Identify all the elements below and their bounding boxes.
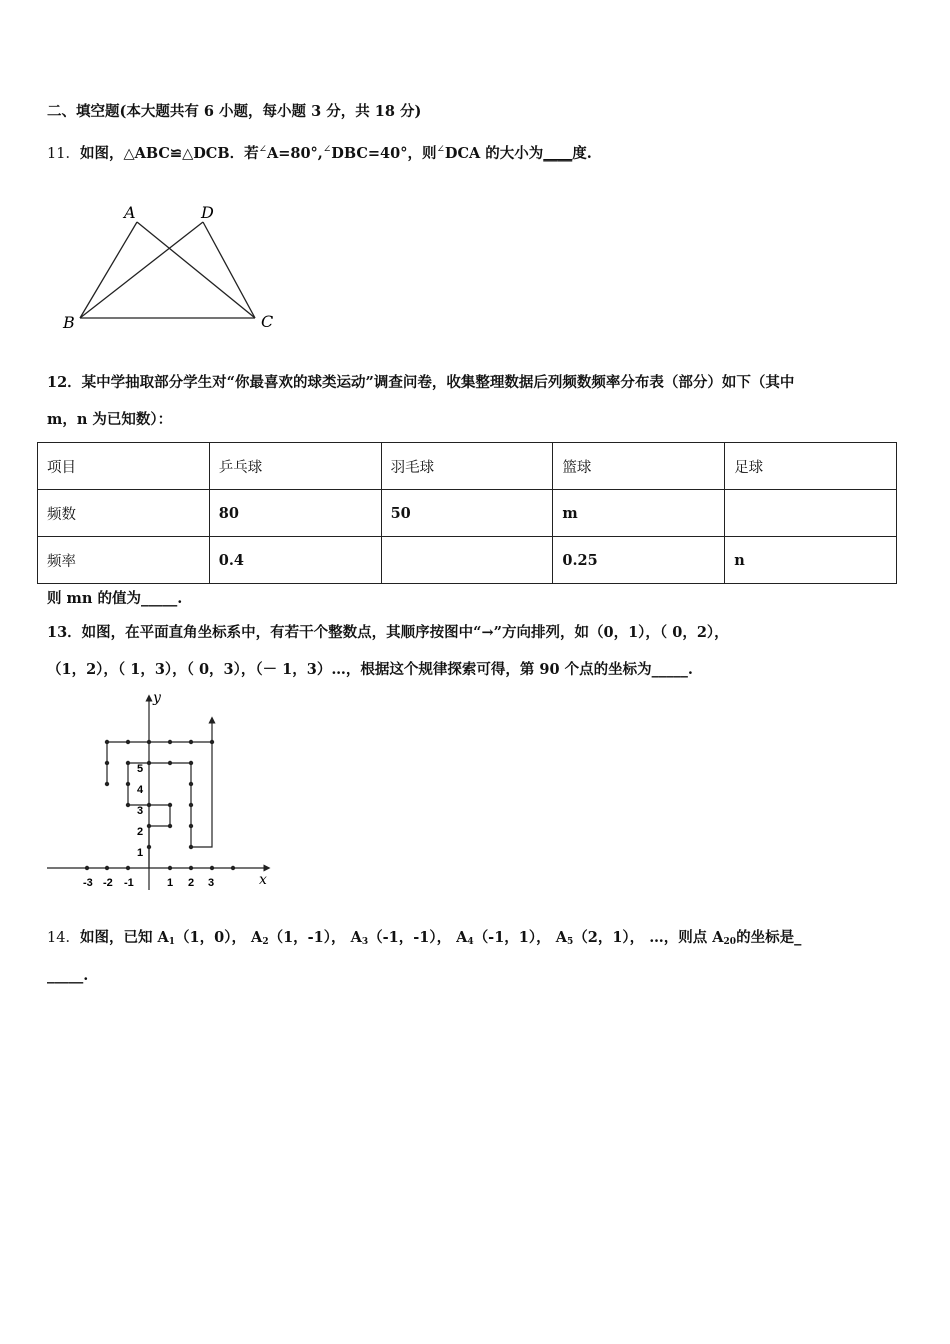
x-tick-label: 2	[188, 877, 195, 889]
x-tick-label: -2	[103, 877, 113, 889]
question-12-line-1: 12．某中学抽取部分学生对“你最喜欢的球类运动”调查问卷，收集整理数据后列频数频率分布表（部分）如下（其中	[47, 374, 795, 391]
q14-point: $A_2(1$，-1），	[251, 929, 346, 947]
q14-intro: 如图，已知	[79, 929, 158, 946]
y-tick-label: 3	[137, 805, 144, 817]
q14-point: $A_3(-1$，-1），	[350, 929, 452, 947]
x-tick-label: -3	[83, 877, 93, 889]
table-cell: 频率	[38, 537, 210, 584]
q14-ellipsis: …，则点	[649, 929, 713, 946]
table-row	[38, 490, 897, 537]
table-cell	[381, 537, 553, 584]
y-tick-label: 2	[137, 826, 144, 838]
q11-text-2: A=80°,	[266, 145, 323, 162]
table-cell: 0.25	[553, 537, 725, 584]
q14-point: $A_1(1$，0），	[157, 929, 246, 947]
question-14-line-2[interactable]: _____.	[47, 967, 89, 984]
table-cell: 频数	[38, 490, 210, 537]
frequency-table	[37, 442, 897, 584]
question-13-line-2: （1，2），（ 1，3），（ 0，3），（－ 1，3）…，根据这个规律探索可得，第 90 个点的坐标为_____.	[47, 661, 693, 678]
q11-text-1: 如图，△ABC≌△DCB．若	[79, 145, 259, 162]
angle-icon: ∠	[436, 144, 445, 155]
q11-number: 11．	[47, 146, 80, 162]
x-tick-label: -1	[124, 877, 134, 889]
q14-number: 14．	[47, 930, 80, 946]
segment-ba	[80, 222, 137, 318]
q11-triangle-figure	[55, 200, 285, 340]
label-a: A	[124, 203, 136, 222]
segment-ac	[137, 222, 255, 318]
label-c: C	[261, 312, 274, 331]
table-cell: 80	[209, 490, 381, 537]
y-tick-label: 5	[137, 763, 144, 775]
table-cell: 篮球	[553, 443, 725, 490]
q14-point: $A_4(-1$，1），	[456, 929, 551, 947]
y-tick-label: 1	[137, 847, 144, 859]
q13-coordinate-figure	[45, 690, 275, 895]
angle-icon: ∠	[258, 144, 267, 155]
table-cell: n	[725, 537, 897, 584]
q14-target-point: $A_{20}$	[712, 929, 737, 947]
q11-text-3: DBC=40°，则	[331, 145, 437, 162]
question-12-answer-line: 则 mn 的值为_____.	[47, 590, 183, 607]
segment-dc	[203, 222, 255, 318]
label-b: B	[63, 313, 75, 332]
q14-tail: 的坐标是_	[736, 929, 802, 946]
q11-text-4: DCA 的大小为	[444, 145, 544, 162]
x-tick-label: 1	[167, 877, 174, 889]
x-axis-label: x	[259, 872, 267, 888]
angle-icon: ∠	[322, 144, 332, 155]
question-14-line-1	[47, 928, 801, 952]
y-axis-label: y	[153, 690, 161, 706]
table-cell: m	[553, 490, 725, 537]
question-12-line-2: m，n 为已知数）：	[47, 411, 173, 428]
table-cell: 乒乓球	[209, 443, 381, 490]
section-title: 二、填空题(本大题共有 6 小题，每小题 3 分，共 18 分)	[47, 103, 422, 120]
q14-point: $A_5(2$，1），	[555, 929, 650, 947]
table-row	[38, 537, 897, 584]
table-cell: 足球	[725, 443, 897, 490]
question-11	[47, 140, 592, 164]
table-cell: 项目	[38, 443, 210, 490]
spiral-path	[107, 742, 212, 868]
table-cell	[725, 490, 897, 537]
table-cell: 50	[381, 490, 553, 537]
q11-answer-blank[interactable]: ____	[543, 145, 573, 162]
table-cell: 羽毛球	[381, 443, 553, 490]
q11-text-6: 度.	[572, 145, 592, 162]
table-row	[38, 443, 897, 490]
label-d: D	[201, 203, 214, 222]
table-cell: 0.4	[209, 537, 381, 584]
segment-db	[80, 222, 203, 318]
y-tick-label: 4	[137, 784, 144, 796]
x-tick-label: 3	[208, 877, 215, 889]
question-13-line-1: 13．如图，在平面直角坐标系中，有若干个整数点，其顺序按图中“→”方向排列，如（0，1），（ 0，2），	[47, 624, 729, 641]
